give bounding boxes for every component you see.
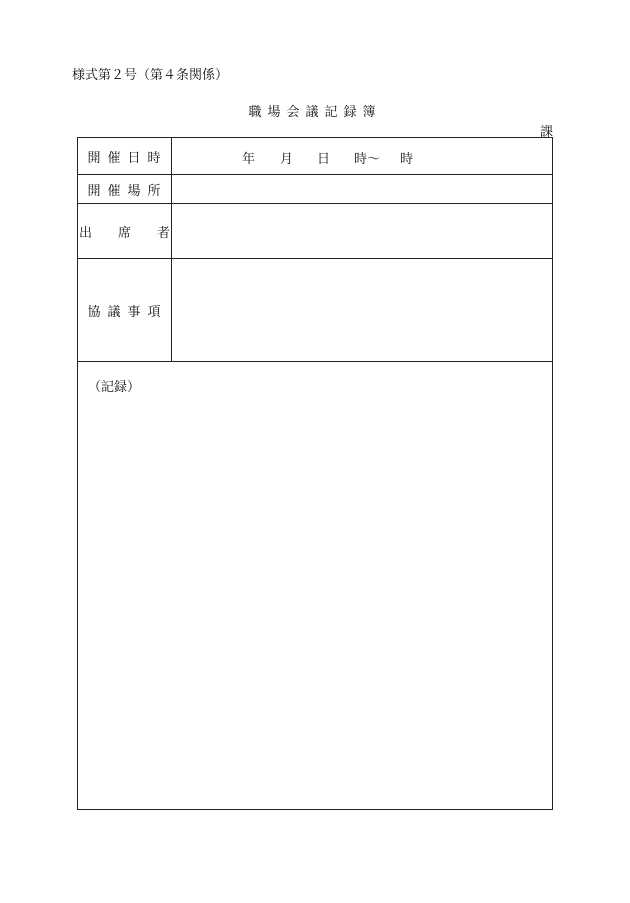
datetime-start-hour-unit: 時～ bbox=[354, 152, 381, 167]
value-meeting-venue[interactable] bbox=[172, 175, 552, 203]
row-agenda bbox=[78, 259, 552, 362]
form-frame bbox=[77, 137, 553, 810]
label-attendees: 出席者 bbox=[78, 204, 172, 258]
row-meeting-venue bbox=[78, 175, 552, 204]
value-meeting-datetime[interactable] bbox=[172, 138, 552, 174]
row-attendees bbox=[78, 204, 552, 259]
datetime-end-hour-unit: 時 bbox=[400, 152, 414, 167]
label-agenda: 協議事項 bbox=[78, 259, 172, 361]
document-title: 職場会議記録簿 bbox=[248, 105, 382, 120]
label-meeting-venue: 開催場所 bbox=[78, 175, 172, 203]
row-meeting-datetime bbox=[78, 138, 552, 175]
datetime-year-unit: 年 bbox=[242, 152, 256, 167]
record-area[interactable] bbox=[78, 362, 552, 809]
datetime-month-unit: 月 bbox=[280, 152, 294, 167]
datetime-day-unit: 日 bbox=[317, 152, 331, 167]
label-meeting-datetime: 開催日時 bbox=[78, 138, 172, 174]
form-number: 様式第２号（第４条関係） bbox=[72, 68, 229, 83]
value-attendees[interactable] bbox=[172, 204, 552, 258]
department-suffix: 課 bbox=[540, 125, 554, 140]
record-label: （記録） bbox=[88, 380, 141, 395]
value-agenda[interactable] bbox=[172, 259, 552, 361]
